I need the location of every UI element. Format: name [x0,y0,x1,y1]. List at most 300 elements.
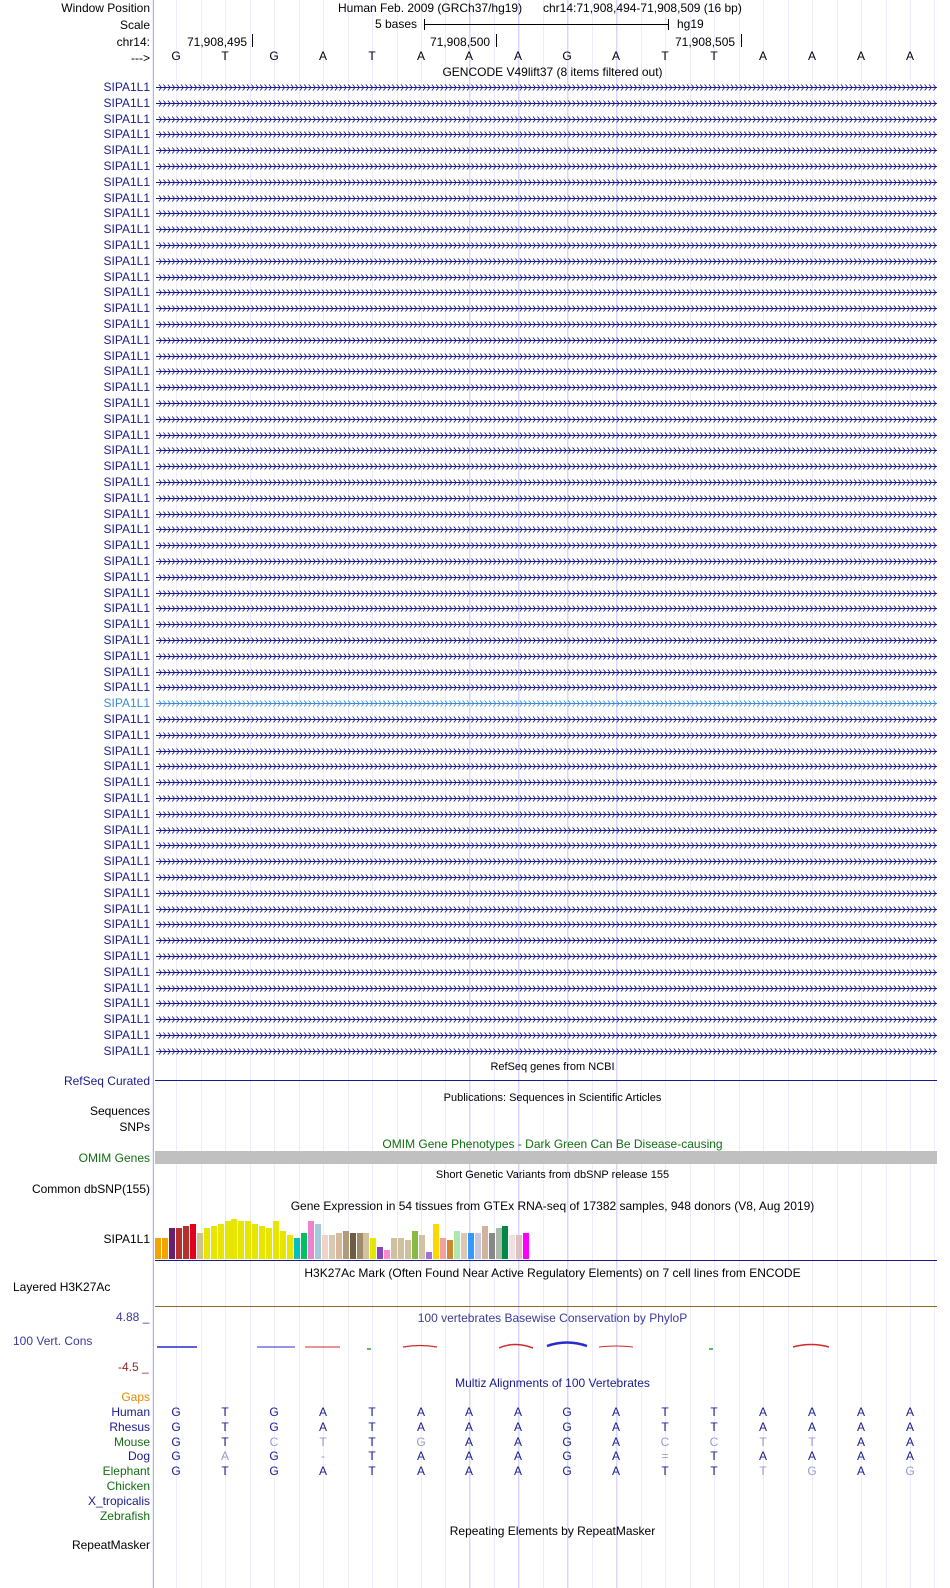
gencode-transcript[interactable] [156,99,937,108]
multiz-base: A [416,1420,425,1434]
multiz-base: A [318,1420,327,1434]
gtex-tissue-bar[interactable] [162,1238,168,1259]
gencode-transcript[interactable] [156,905,937,914]
multiz-base: A [611,1420,620,1434]
gtex-tissue-bar[interactable] [259,1226,265,1259]
sequence-base: T [221,49,229,63]
gencode-transcript-label[interactable]: SIPA1L1 [103,538,150,552]
multiz-base: G [171,1405,181,1419]
gtex-tissue-bar[interactable] [370,1238,376,1259]
gencode-transcript[interactable] [156,604,937,613]
gtex-tissue-bar[interactable] [308,1221,314,1259]
gtex-tissue-bar[interactable] [377,1247,383,1259]
sequence-base: A [905,49,914,63]
gencode-transcript-label[interactable]: SIPA1L1 [103,1012,150,1026]
multiz-species-label[interactable]: Rhesus [109,1420,150,1434]
gencode-transcript-label[interactable]: SIPA1L1 [103,570,150,584]
omim-feature[interactable] [155,1151,937,1164]
gencode-transcript-label[interactable]: SIPA1L1 [103,143,150,157]
phylop-segment-10 [793,1345,829,1348]
gencode-transcript[interactable] [156,1015,937,1024]
multiz-base: A [856,1464,865,1478]
gencode-transcript[interactable] [156,462,937,471]
gtex-tissue-bar[interactable] [266,1228,272,1259]
sequence-base: T [661,49,669,63]
scale-bar [424,17,669,31]
dbsnp-title[interactable]: Short Genetic Variants from dbSNP release 155 [435,1169,670,1181]
multiz-base: A [464,1435,473,1449]
gencode-transcript[interactable] [156,984,937,993]
gencode-transcript-label[interactable]: SIPA1L1 [103,917,150,931]
multiz-base: T [808,1435,816,1449]
multiz-base: A [464,1449,473,1463]
coord-tick-2: 71,908,500 [430,35,491,49]
gencode-transcript-label[interactable]: SIPA1L1 [103,902,150,916]
gtex-tissue-bar[interactable] [350,1233,356,1259]
phylop-label[interactable]: 100 Vert. Cons [13,1334,93,1348]
gtex-tissue-bar[interactable] [252,1224,258,1259]
sequence-base: G [562,49,572,63]
multiz-base: - [321,1449,325,1463]
assembly-title[interactable]: Human Feb. 2009 (GRCh37/hg19) [338,1,523,15]
multiz-base: A [611,1464,620,1478]
gtex-tissue-bar[interactable] [509,1235,515,1259]
gencode-transcript[interactable] [156,415,937,424]
gencode-transcript-label[interactable]: SIPA1L1 [103,854,150,868]
multiz-base: T [710,1464,718,1478]
gencode-transcript[interactable] [156,699,937,708]
gencode-transcript-label[interactable]: SIPA1L1 [103,886,150,900]
multiz-base: A [758,1420,767,1434]
gencode-transcript[interactable] [156,162,937,171]
multiz-base: G [416,1435,426,1449]
gencode-transcript-label[interactable]: SIPA1L1 [103,1028,150,1042]
multiz-base: A [318,1405,327,1419]
gtex-tissue-bar[interactable] [190,1224,196,1259]
gencode-transcript-label[interactable]: SIPA1L1 [103,601,150,615]
gencode-transcript-label[interactable]: SIPA1L1 [103,665,150,679]
multiz-base: A [758,1449,767,1463]
gencode-transcript[interactable] [156,715,937,724]
gtex-tissue-bar[interactable] [287,1235,293,1259]
h3k27ac-title[interactable]: H3K27Ac Mark (Often Found Near Active Regulatory Elements) on 7 cell lines from ENCODE [304,1266,801,1280]
gencode-transcript[interactable] [156,367,937,376]
multiz-title[interactable]: Multiz Alignments of 100 Vertebrates [455,1376,650,1390]
omim-label[interactable]: OMIM Genes [78,1151,150,1165]
gtex-tissue-bar[interactable] [336,1233,342,1259]
label-separator [153,0,154,1588]
h3k27ac-baseline [155,1306,937,1307]
sequence-base: G [269,49,279,63]
coord-tick-mark-1 [252,34,253,47]
gencode-transcript[interactable] [156,273,937,282]
multiz-base: A [611,1405,620,1419]
gtex-title[interactable]: Gene Expression in 54 tissues from GTEx RNA-seq of 17382 samples, 948 donors (V8, Aug 2019) [290,1199,815,1213]
gencode-transcript[interactable] [156,841,937,850]
gencode-transcript-label[interactable]: SIPA1L1 [103,949,150,963]
multiz-base: G [562,1405,572,1419]
gencode-transcript-label[interactable]: SIPA1L1 [103,791,150,805]
gencode-transcript-label[interactable]: SIPA1L1 [103,554,150,568]
gencode-transcript[interactable] [156,762,937,771]
multiz-base: G [171,1420,181,1434]
gencode-transcript[interactable] [156,178,937,187]
gencode-transcript[interactable] [156,304,937,313]
sequence-base: G [171,49,181,63]
multiz-base: A [513,1435,522,1449]
gencode-transcript-label[interactable]: SIPA1L1 [103,522,150,536]
gtex-tissue-bar[interactable] [183,1226,189,1259]
gtex-tissue-bar[interactable] [419,1235,425,1259]
sequence-base: A [416,49,425,63]
gtex-tissue-bar[interactable] [426,1252,432,1259]
gtex-tissue-bar[interactable] [363,1233,369,1259]
phylop-segment-5 [403,1346,437,1348]
gencode-transcript-label[interactable]: SIPA1L1 [103,206,150,220]
gencode-transcript[interactable] [156,573,937,582]
gencode-transcript-label[interactable]: SIPA1L1 [103,586,150,600]
gtex-tissue-bar[interactable] [197,1233,203,1259]
gtex-tissue-bar[interactable] [475,1233,481,1259]
multiz-base: T [759,1464,767,1478]
gtex-tissue-bar[interactable] [301,1233,307,1259]
gencode-transcript[interactable] [156,257,937,266]
gtex-tissue-bar[interactable] [280,1231,286,1259]
gencode-transcript-label[interactable]: SIPA1L1 [103,364,150,378]
gtex-tissue-bar[interactable] [398,1238,404,1259]
gencode-transcript[interactable] [156,873,937,882]
multiz-base: T [319,1435,327,1449]
gencode-transcript-label[interactable]: SIPA1L1 [103,191,150,205]
multiz-species-label[interactable]: X_tropicalis [87,1494,150,1508]
gtex-tissue-bar[interactable] [391,1238,397,1259]
gencode-transcript-label[interactable]: SIPA1L1 [103,1044,150,1058]
gtex-tissue-bar[interactable] [454,1231,460,1259]
gaps-label[interactable]: Gaps [121,1390,150,1404]
multiz-base: T [661,1464,669,1478]
publications-sequences-label[interactable]: Sequences [89,1104,150,1118]
gencode-transcript[interactable] [156,83,937,92]
gencode-transcript-label[interactable]: SIPA1L1 [103,349,150,363]
db-label: hg19 [677,17,704,31]
sequence-base: A [464,49,473,63]
gencode-transcript[interactable] [156,889,937,898]
multiz-base: T [368,1435,376,1449]
gtex-tissue-bar[interactable] [523,1233,529,1259]
coord-tick-1: 71,908,495 [187,35,248,49]
refseq-title[interactable]: RefSeq genes from NCBI [490,1061,615,1073]
sequence-base: A [318,49,327,63]
phylop-title[interactable]: 100 vertebrates Basewise Conservation by PhyloP [417,1311,688,1325]
gencode-transcript-label[interactable]: SIPA1L1 [103,823,150,837]
gencode-transcript[interactable] [156,541,937,550]
multiz-base: T [368,1464,376,1478]
gtex-tissue-bar[interactable] [273,1221,279,1259]
multiz-base: G [269,1464,279,1478]
gtex-tissue-bar[interactable] [169,1228,175,1259]
gencode-transcript[interactable] [156,1047,937,1056]
multiz-base: G [807,1464,817,1478]
gencode-transcript-label[interactable]: SIPA1L1 [103,870,150,884]
multiz-base: G [171,1464,181,1478]
multiz-base: G [562,1435,572,1449]
gencode-transcript-label[interactable]: SIPA1L1 [103,712,150,726]
gencode-transcript-label[interactable]: SIPA1L1 [103,633,150,647]
gencode-transcript-label[interactable]: SIPA1L1 [103,285,150,299]
scale-label: Scale [119,18,150,32]
gencode-transcript-label[interactable]: SIPA1L1 [103,933,150,947]
phylop-segment-8 [599,1346,633,1347]
gencode-transcript-label[interactable]: SIPA1L1 [103,222,150,236]
gtex-tissue-bar[interactable] [176,1228,182,1259]
gencode-transcript[interactable] [156,399,937,408]
gencode-transcript[interactable] [156,288,937,297]
gencode-transcript[interactable] [156,510,937,519]
gtex-tissue-bar[interactable] [461,1233,467,1259]
gencode-transcript-label[interactable]: SIPA1L1 [103,475,150,489]
gencode-transcript-label[interactable]: SIPA1L1 [103,380,150,394]
window-position-label: Window Position [61,1,150,15]
gencode-transcript[interactable] [156,146,937,155]
gencode-transcript[interactable] [156,494,937,503]
gencode-transcript-label[interactable]: SIPA1L1 [103,301,150,315]
gencode-transcript-label[interactable]: SIPA1L1 [103,238,150,252]
gencode-transcript[interactable] [156,731,937,740]
gencode-transcript-label[interactable]: SIPA1L1 [103,617,150,631]
multiz-species-label[interactable]: Human [111,1405,150,1419]
chrom-label: chr14: [116,35,150,49]
gtex-label[interactable]: SIPA1L1 [103,1232,150,1246]
gencode-transcript-label[interactable]: SIPA1L1 [103,996,150,1010]
gencode-title[interactable]: GENCODE V49lift37 (8 items filtered out) [442,65,663,79]
sequence-base: T [368,49,376,63]
gtex-tissue-bar[interactable] [384,1250,390,1259]
gencode-transcript[interactable] [156,668,937,677]
gencode-transcript-label[interactable]: SIPA1L1 [103,443,150,457]
phylop-max: 4.88 _ [116,1310,150,1324]
gencode-transcript[interactable] [156,225,937,234]
multiz-base: G [171,1435,181,1449]
gencode-transcript-label[interactable]: SIPA1L1 [103,317,150,331]
scale-text: 5 bases [375,17,418,31]
multiz-base: G [562,1464,572,1478]
gtex-tissue-bar[interactable] [405,1240,411,1259]
gtex-tissue-bar[interactable] [294,1238,300,1259]
gencode-transcript-label[interactable]: SIPA1L1 [103,981,150,995]
gtex-tissue-bar[interactable] [204,1228,210,1259]
gencode-transcript[interactable] [156,115,937,124]
gencode-transcript[interactable] [156,952,937,961]
gtex-tissue-bar[interactable] [218,1224,224,1259]
gencode-transcript[interactable] [156,241,937,250]
gencode-transcript-label[interactable]: SIPA1L1 [103,775,150,789]
gencode-transcript-label[interactable]: SIPA1L1 [103,744,150,758]
multiz-base: A [807,1405,816,1419]
gencode-transcript[interactable] [156,431,937,440]
gencode-transcript-label[interactable]: SIPA1L1 [103,838,150,852]
gtex-tissue-bar[interactable] [322,1235,328,1259]
multiz-base: = [661,1449,669,1463]
gencode-transcript-label[interactable]: SIPA1L1 [103,728,150,742]
multiz-base: A [905,1449,914,1463]
gencode-transcript-label[interactable]: SIPA1L1 [103,159,150,173]
phylop-wiggle[interactable] [155,1325,937,1365]
multiz-base: T [221,1420,229,1434]
gencode-transcript-label[interactable]: SIPA1L1 [103,175,150,189]
h3k27ac-label[interactable]: Layered H3K27Ac [13,1280,111,1294]
multiz-base: T [221,1405,229,1419]
gtex-tissue-bar[interactable] [315,1224,321,1259]
multiz-base: A [905,1420,914,1434]
gencode-transcript[interactable] [156,620,937,629]
multiz-base: G [562,1449,572,1463]
repeatmasker-label[interactable]: RepeatMasker [71,1538,150,1552]
gencode-transcript[interactable] [156,999,937,1008]
gtex-tissue-bar[interactable] [516,1235,522,1259]
gencode-transcript[interactable] [156,936,937,945]
gencode-transcript-label[interactable]: SIPA1L1 [103,127,150,141]
multiz-base: G [269,1405,279,1419]
gtex-tissue-bar[interactable] [447,1240,453,1259]
refseq-feature[interactable] [155,1080,937,1081]
multiz-base: C [709,1435,719,1449]
gtex-tissue-bar[interactable] [245,1221,251,1259]
multiz-base: G [905,1464,915,1478]
gencode-transcript[interactable] [156,920,937,929]
gtex-tissue-bar[interactable] [155,1238,161,1259]
gencode-transcript[interactable] [156,826,937,835]
multiz-species-label[interactable]: Zebrafish [99,1509,150,1523]
gencode-transcript[interactable] [156,194,937,203]
multiz-base: G [562,1420,572,1434]
gencode-transcript-label[interactable]: SIPA1L1 [103,649,150,663]
gencode-transcript[interactable] [156,352,937,361]
gtex-tissue-bar[interactable] [329,1235,335,1259]
multiz-species-label[interactable]: Mouse [113,1435,150,1449]
gencode-transcript-label[interactable]: SIPA1L1 [103,254,150,268]
gencode-transcript[interactable] [156,683,937,692]
gencode-transcript-label[interactable]: SIPA1L1 [103,459,150,473]
gencode-transcript[interactable] [156,446,937,455]
multiz-base: T [368,1449,376,1463]
multiz-base: A [611,1449,620,1463]
gencode-transcript[interactable] [156,589,937,598]
multiz-species-label[interactable]: Dog [127,1449,150,1463]
gencode-transcript-label[interactable]: SIPA1L1 [103,412,150,426]
multiz-base: T [368,1420,376,1434]
gencode-transcript-label[interactable]: SIPA1L1 [103,333,150,347]
gencode-transcript[interactable] [156,557,937,566]
omim-title[interactable]: OMIM Gene Phenotypes - Dark Green Can Be Disease-causing [382,1137,723,1151]
gencode-transcript-label[interactable]: SIPA1L1 [103,965,150,979]
gencode-transcript[interactable] [156,747,937,756]
gencode-transcript-label[interactable]: SIPA1L1 [103,112,150,126]
sequence-base: A [611,49,620,63]
publications-title[interactable]: Publications: Sequences in Scientific Articles [443,1092,662,1104]
gencode-transcript[interactable] [156,810,937,819]
refseq-label[interactable]: RefSeq Curated [63,1074,150,1088]
gencode-transcript[interactable] [156,525,937,534]
sequence-base: A [807,49,816,63]
multiz-base: A [513,1464,522,1478]
multiz-species-label[interactable]: Chicken [106,1479,150,1493]
gencode-transcript-label[interactable]: SIPA1L1 [103,696,150,710]
gencode-transcript[interactable] [156,209,937,218]
gencode-transcript-label[interactable]: SIPA1L1 [103,428,150,442]
gencode-transcript-label[interactable]: SIPA1L1 [103,807,150,821]
dbsnp-label[interactable]: Common dbSNP(155) [31,1182,150,1196]
gencode-transcript-label[interactable]: SIPA1L1 [103,96,150,110]
multiz-base: A [856,1420,865,1434]
gencode-transcript[interactable] [156,636,937,645]
multiz-base: A [513,1405,522,1419]
gencode-transcript[interactable] [156,778,937,787]
multiz-base: T [759,1435,767,1449]
gtex-tissue-bar[interactable] [231,1219,237,1259]
gtex-tissue-bar[interactable] [211,1226,217,1259]
gencode-transcript[interactable] [156,130,937,139]
multiz-species-label[interactable]: Elephant [102,1464,150,1478]
gencode-transcript-label[interactable]: SIPA1L1 [103,396,150,410]
gencode-transcript[interactable] [156,652,937,661]
gtex-bar-chart[interactable] [155,1212,535,1259]
gencode-transcript-label[interactable]: SIPA1L1 [103,507,150,521]
gencode-transcript[interactable] [156,968,937,977]
gencode-transcript[interactable] [156,1031,937,1040]
gtex-tissue-bar[interactable] [412,1231,418,1259]
multiz-base: G [269,1449,279,1463]
gtex-tissue-bar[interactable] [468,1233,474,1259]
gencode-transcript[interactable] [156,794,937,803]
phylop-min: -4.5 _ [118,1360,149,1374]
position-readout: chr14:71,908,494-71,908,509 (16 bp) [543,1,742,15]
gencode-transcript-label[interactable]: SIPA1L1 [103,491,150,505]
gencode-transcript-label[interactable]: SIPA1L1 [103,680,150,694]
publications-snps-label[interactable]: SNPs [119,1120,150,1134]
multiz-base: A [416,1405,425,1419]
gtex-tissue-bar[interactable] [440,1238,446,1259]
gtex-tissue-bar[interactable] [489,1233,495,1259]
gencode-transcript-label[interactable]: SIPA1L1 [103,270,150,284]
gencode-transcript[interactable] [156,320,937,329]
multiz-base: A [220,1449,229,1463]
gtex-baseline [155,1260,937,1261]
repeatmasker-title[interactable]: Repeating Elements by RepeatMasker [449,1524,656,1538]
gencode-transcript[interactable] [156,336,937,345]
coord-tick-3: 71,908,505 [675,35,736,49]
gtex-tissue-bar[interactable] [433,1224,439,1259]
gencode-transcript[interactable] [156,857,937,866]
gencode-transcript[interactable] [156,383,937,392]
multiz-base: T [710,1420,718,1434]
sequence-base: A [758,49,767,63]
multiz-base: A [416,1464,425,1478]
gencode-transcript-label[interactable]: SIPA1L1 [103,759,150,773]
multiz-base: A [807,1420,816,1434]
gtex-tissue-bar[interactable] [482,1226,488,1259]
multiz-base: T [710,1405,718,1419]
gencode-transcript[interactable] [156,478,937,487]
gtex-tissue-bar[interactable] [343,1231,349,1259]
multiz-base: G [171,1449,181,1463]
strand-label: ---> [131,51,150,65]
gtex-tissue-bar[interactable] [238,1221,244,1259]
multiz-base: A [513,1420,522,1434]
multiz-base: A [758,1405,767,1419]
multiz-base: T [661,1420,669,1434]
gencode-transcript-label[interactable]: SIPA1L1 [103,80,150,94]
gtex-tissue-bar[interactable] [502,1226,508,1259]
